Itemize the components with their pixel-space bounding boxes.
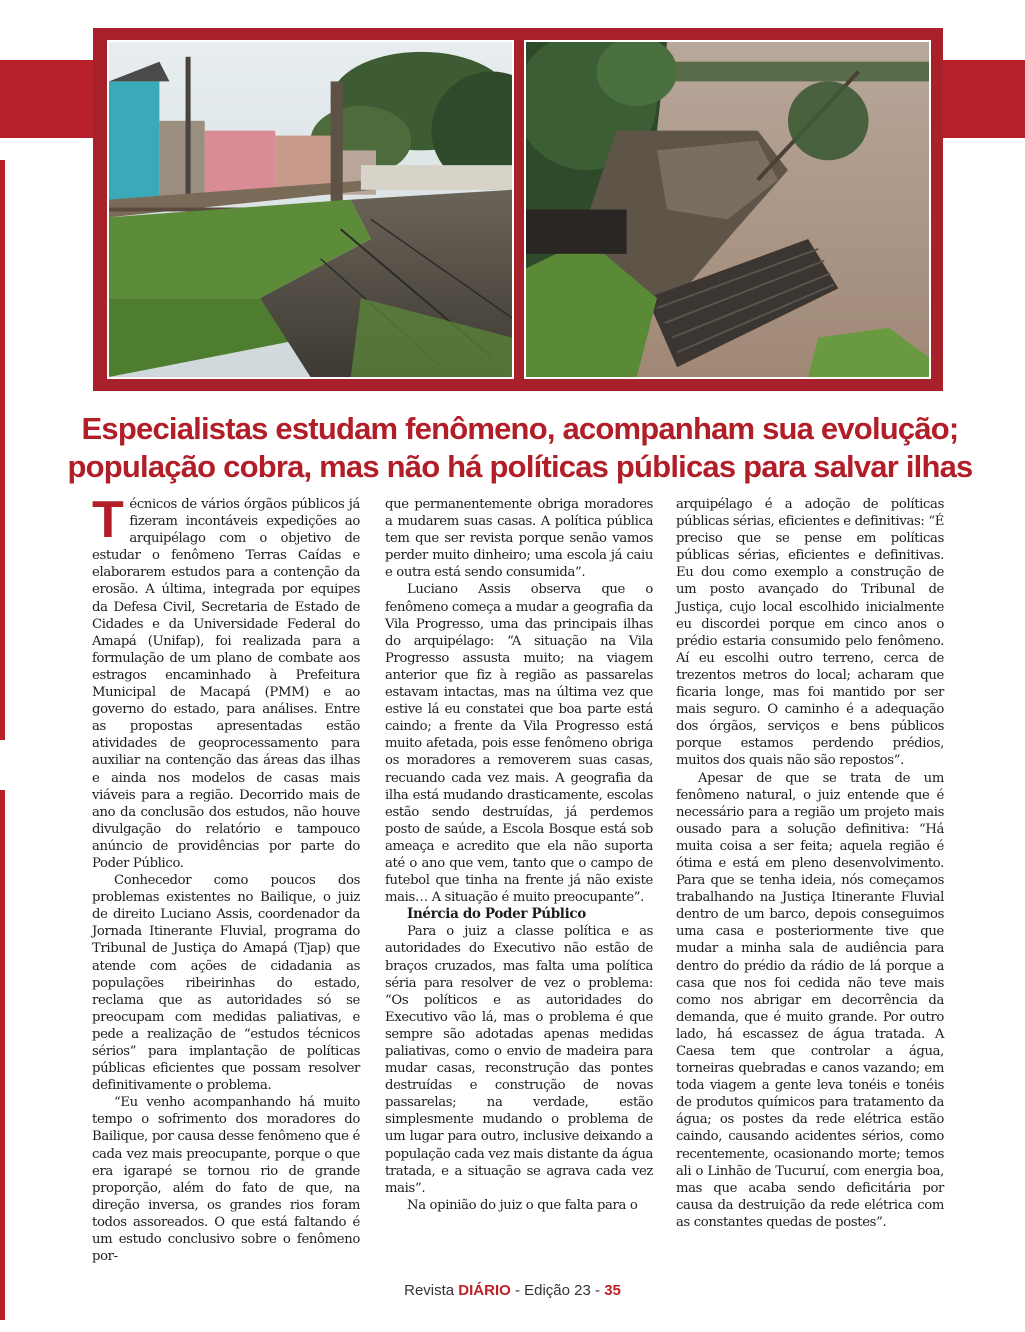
page-number: 35 <box>604 1282 621 1299</box>
article-paragraph: Conhecedor como poucos dos problemas existentes no Bailique, o juiz de direito Luciano Assis, coordenador da Jornada Itinerante Fluvial, programa do Tribunal de Justiça do Amapá (Tjap) que atende com ações de cidadania as populações ribeirinhas do estado, reclama que as autoridades só se preocupam com medidas paliativas, e pede a realização de “estudos técnicos sérios” para implantação de políticas públicas eficientes que possam resolver definitivamente o problema. <box>92 873 360 1094</box>
headline <box>60 410 980 486</box>
article-paragraph: Na opinião do juiz o que falta para o <box>407 1197 638 1213</box>
footer-prefix: Revista <box>404 1282 459 1299</box>
article-subhead: Inércia do Poder Público <box>407 906 586 923</box>
drop-cap: T <box>92 491 124 549</box>
page-footer <box>0 1282 1025 1299</box>
footer-brand: DIÁRIO <box>458 1282 511 1299</box>
headline-line-2: população cobra, mas não há políticas públicas para salvar ilhas <box>67 449 973 484</box>
article-paragraph <box>92 491 360 872</box>
footer-edition: - Edição 23 - <box>510 1282 605 1299</box>
article-paragraph-text: écnicos de vários órgãos públicos já fizeram incontáveis expedições ao arquipélago com o objetivo de estudar o fenômeno Terras Caídas e elaborarem estudos para a contenção da erosão. A última, integrada por equipes da Defesa Civil, Secretaria de Estado de Cidades e da Universidade Federal do Amapá (Unifap), foi realizada para a formulação de um plano de combate aos estragos encaminhado à Prefeitura Municipal de Macapá (PMM) e ao governo do estado, para análises. Entre as propostas apresentadas estão atividades de geoprocessamento para auxiliar na contenção das áreas das ilhas e ainda nos modelos de casas mais viáveis para a região. Decorrido mais de ano da conclusão dos estudos, não houve divulgação do relatório e tampouco anúncio de providências por parte do Poder Público. <box>92 497 360 871</box>
article-column-3 <box>676 496 944 1231</box>
headline-line-1: Especialistas estudam fenômeno, acompanham sua evolução; <box>81 411 959 446</box>
photo-riverbank-erosion <box>524 40 931 379</box>
left-red-rule-2 <box>0 790 5 1320</box>
article-paragraph: “Eu venho acompanhando há muito tempo o sofrimento dos moradores do Bailique, por causa desse fenômeno que é cada vez mais preocupante, porque o que era igarapé se tornou rio de grande proporção, além do fato de que, na direção inversa, os grandes rios foram todos assoreados. O que está faltando é um estudo conclusivo sobre o fenômeno por- <box>92 1095 360 1265</box>
left-red-rule-1 <box>0 160 5 740</box>
article-paragraph: arquipélago é a adoção de políticas públicas sérias, eficientes e definitivas: “É preciso que se pense em políticas públicas sérias, eficientes e definitivas. Eu dou como exemplo a construção de um posto avançado do Tribunal de Justiça, cujo local escolhido inicialmente eu discordei porque em cinco anos o prédio estaria consumido pelo fenômeno. Aí eu escolhi outro terreno, cerca de trezentos metros do local; acharam que ficaria longe, mas foi mantido por ser mais seguro. O caminho é a adequação dos órgãos, serviços e bens públicos porque estamos perdendo prédios, muitos dos quais não são repostos”. <box>676 497 944 769</box>
article-column-2 <box>385 496 653 1214</box>
left-red-band <box>0 60 93 138</box>
article-paragraph: Luciano Assis observa que o fenômeno começa a mudar a geografia da Vila Progresso, uma das principais ilhas do arquipélago: “A situação na Vila Progresso assusta muito; na viagem anterior que fiz à região as passarelas estavam intactas, mas na última vez que estive lá eu constatei que boa parte está caindo; a frente da Vila Progresso está muito afetada, pois esse fenômeno obriga os moradores a removerem suas casas, recuando cada vez mais. A geografia da ilha está mudando drasticamente, escolas estão sendo destruídas, já perdemos posto de saúde, a Escola Bosque está sob ameaça e acredito que ela não suporta até o ano que vem, tanto que o campo de futebol que tinha na frente já não existe mais… A situação é muito preocupante”. <box>385 582 653 906</box>
article-column-1 <box>92 491 360 1265</box>
photo-frame <box>93 28 943 391</box>
right-red-band <box>943 60 1025 138</box>
article-paragraph: Apesar de que se trata de um fenômeno natural, o juiz entende que é necessário para a região um projeto mais ousado para a solução definitiva: “Há muita coisa a ser feita; aquela região é ótima e está em pleno desenvolvimento. Para que se tenha ideia, nós começamos trabalhando na Justiça Itinerante Fluvial dentro de um barco, depois conseguimos uma casa e posteriormente tive que mudar a minha sala de audiência para dentro do prédio da rádio de lá porque a casa que nos foi cedida não teve mais como nos abrigar em decorrência da demanda, que é muito grande. Por outro lado, há escassez de água tratada. A Caesa tem que controlar a água, torneiras quebradas e canos vazando; em toda viagem a gente leva tonéis e tonéis de produtos químicos para tratamento da água; os postes da rede elétrica estão caindo, causando acidentes sérios, como recentemente, ocasionando morte; temos ali o Linhão de Tucuruí, com energia boa, mas que acaba sendo deficitária por causa da destruição da rede elétrica com as constantes quedas de postes”. <box>676 770 944 1230</box>
photo-riverside-houses <box>107 40 514 379</box>
article-paragraph: Para o juiz a classe política e as autoridades do Executivo não estão de braços cruzados, mas falta uma política séria para resolver de vez o problema: “Os políticos e as autoridades do Executivo vão lá, mas o problema é que sempre são adotadas apenas medidas paliativas, como o envio de madeira para mudar casas, reconstrução das pontes destruídas e construção de novas passarelas; na verdade, estão simplesmente mudando o problema de um lugar para outro, inclusive deixando a população cada vez mais distante da água tratada, e a situação se agrava cada vez mais”. <box>385 924 653 1196</box>
article-paragraph: que permanentemente obriga moradores a mudarem suas casas. A política pública tem que ser revista porque senão vamos perder muito dinheiro; uma escola já caiu e outra está sendo consumida”. <box>385 497 653 581</box>
